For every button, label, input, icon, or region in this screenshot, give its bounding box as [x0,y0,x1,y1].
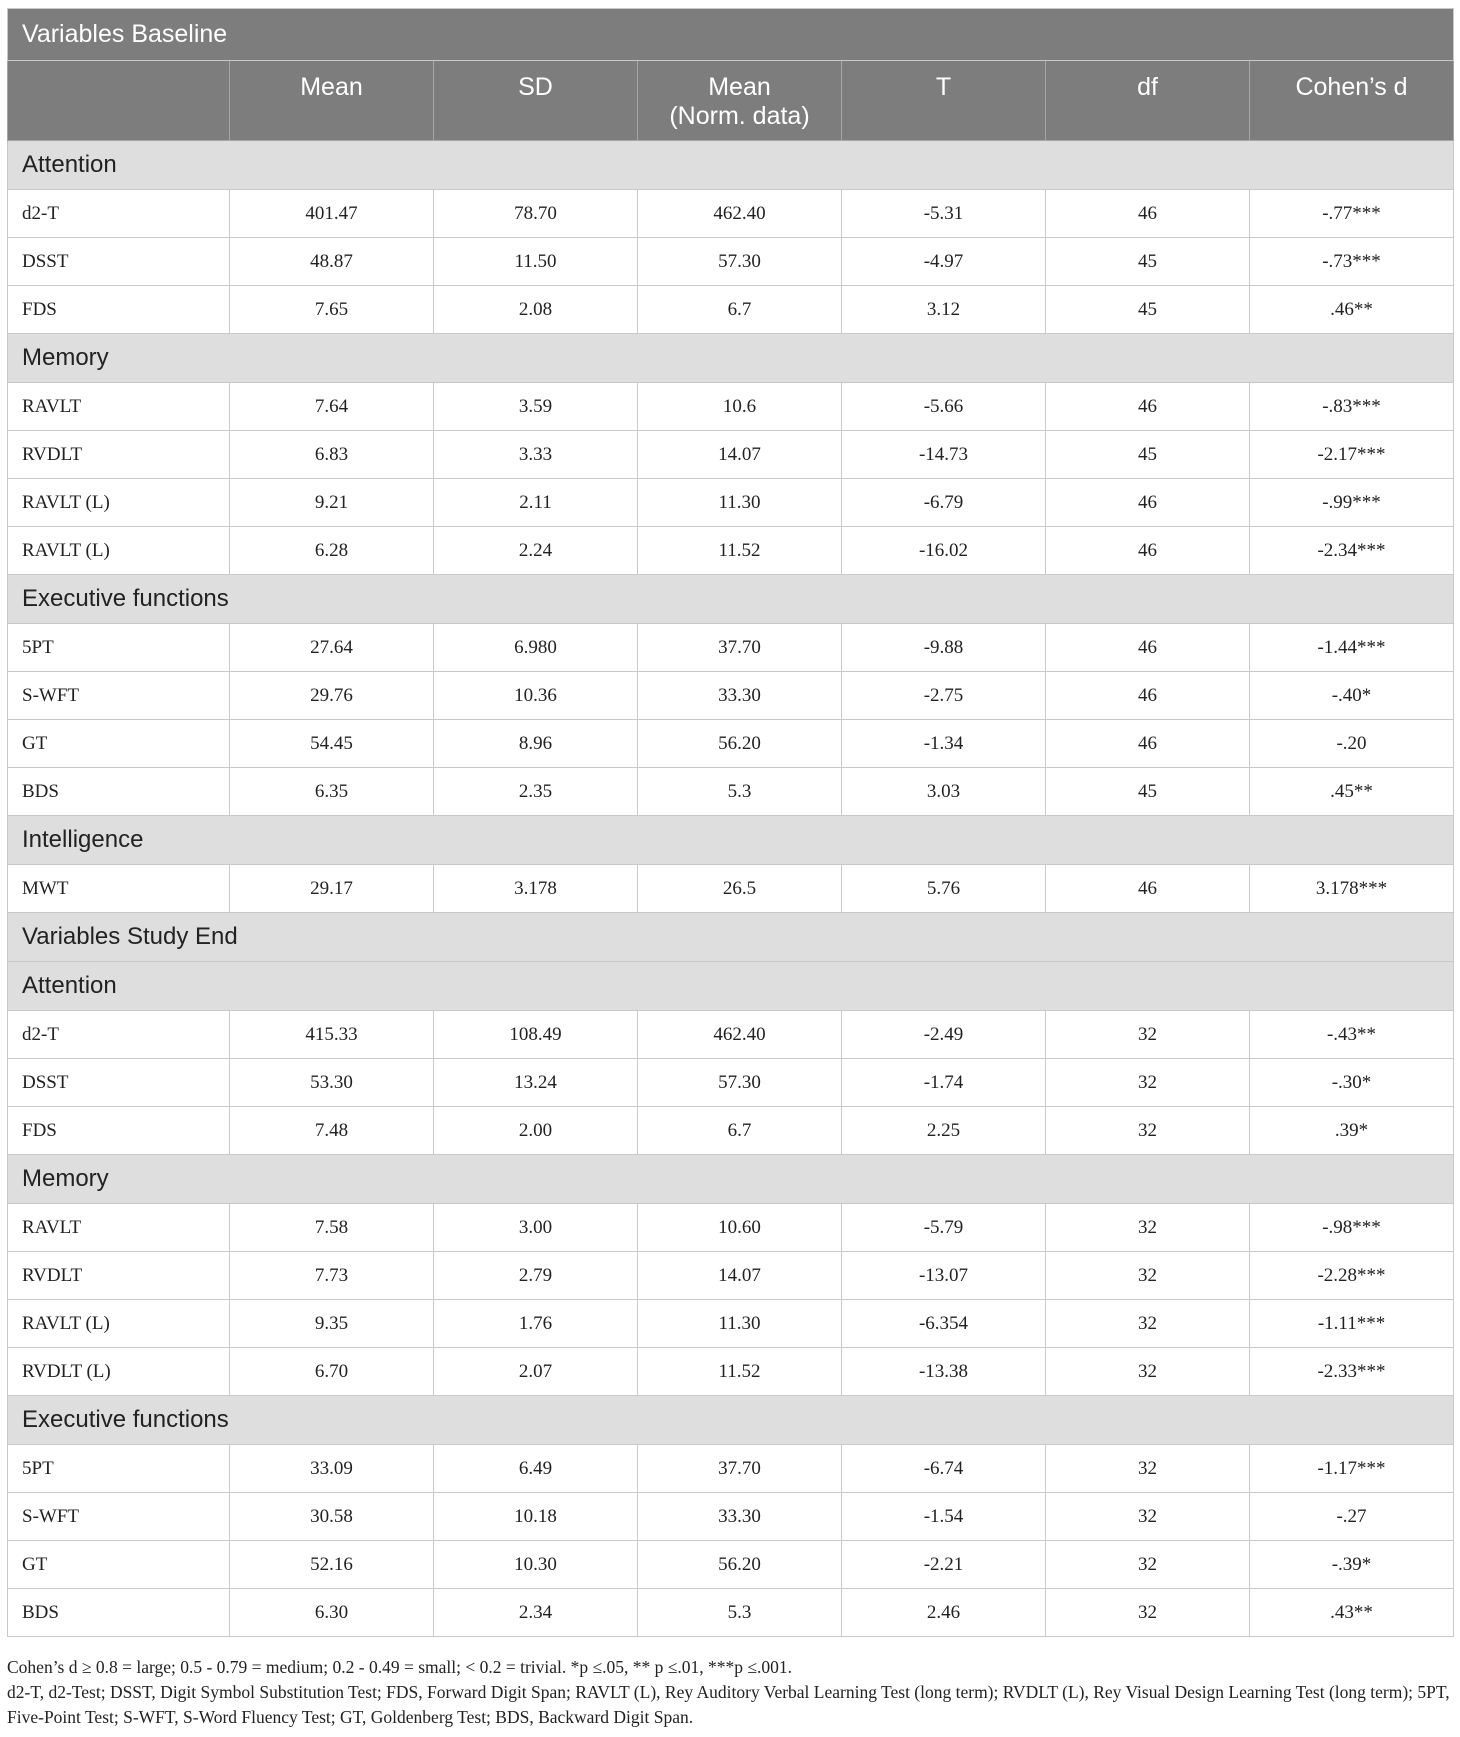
row-label-cell: GT [8,1541,230,1589]
footnote-abbreviations: d2-T, d2-Test; DSST, Digit Symbol Substitution Test; FDS, Forward Digit Span; RAVLT (L), Rey Auditory Verbal Learning Test (long term); RVDLT (L), Rey Visual Design Learning Test (long term); 5PT, Five-Point Test; S-WFT, S-Word Fluency Test; GT, Goldenberg Test; BDS, Backward Digit Span. [7,1682,1450,1727]
table-cell: -13.38 [842,1348,1046,1396]
table-cell: 3.00 [434,1204,638,1252]
table-row [8,527,1454,575]
table-cell: -1.54 [842,1493,1046,1541]
table-body [8,141,1454,1637]
table-cell: -4.97 [842,238,1046,286]
table-cell: 9.35 [230,1300,434,1348]
table-cell: 13.24 [434,1059,638,1107]
table-cell: 10.30 [434,1541,638,1589]
table-cell: -.40* [1250,672,1454,720]
section-label: Memory [8,1155,1454,1204]
table-row [8,190,1454,238]
table-cell: 401.47 [230,190,434,238]
table-cell: -.27 [1250,1493,1454,1541]
section-label: Executive functions [8,1396,1454,1445]
footnote-effect-sizes: Cohen’s d ≥ 0.8 = large; 0.5 - 0.79 = medium; 0.2 - 0.49 = small; < 0.2 = trivial. *p ≤.05, ** p ≤.01, ***p ≤.001. [7,1657,792,1677]
table-cell: 33.30 [638,672,842,720]
table-cell: 32 [1046,1204,1250,1252]
table-cell: 6.49 [434,1445,638,1493]
table-cell: 32 [1046,1011,1250,1059]
table-cell: 2.00 [434,1107,638,1155]
table-cell: 10.18 [434,1493,638,1541]
table-cell: .45** [1250,768,1454,816]
table-cell: -.39* [1250,1541,1454,1589]
table-cell: -.83*** [1250,383,1454,431]
table-cell: -6.74 [842,1445,1046,1493]
table-cell: 53.30 [230,1059,434,1107]
table-cell: 2.07 [434,1348,638,1396]
table-cell: 45 [1046,238,1250,286]
row-label-cell: FDS [8,1107,230,1155]
table-cell: 7.73 [230,1252,434,1300]
table-cell: -5.66 [842,383,1046,431]
table-cell: 46 [1046,190,1250,238]
section-header-row [8,962,1454,1011]
table-cell: 57.30 [638,238,842,286]
table-cell: 32 [1046,1107,1250,1155]
table-row [8,1059,1454,1107]
section-label: Executive functions [8,575,1454,624]
table-cell: 6.28 [230,527,434,575]
table-cell: 2.25 [842,1107,1046,1155]
table-cell: 10.6 [638,383,842,431]
table-cell: 6.35 [230,768,434,816]
table-cell: -2.21 [842,1541,1046,1589]
table-cell: 5.3 [638,768,842,816]
table-cell: 32 [1046,1589,1250,1637]
section-header-row [8,334,1454,383]
row-label-cell: BDS [8,768,230,816]
table-cell: 46 [1046,720,1250,768]
table-cell: 32 [1046,1059,1250,1107]
table-cell: 32 [1046,1541,1250,1589]
table-cell: 5.76 [842,865,1046,913]
table-cell: 11.30 [638,1300,842,1348]
table-cell: 10.36 [434,672,638,720]
row-label-cell: FDS [8,286,230,334]
table-cell: 56.20 [638,1541,842,1589]
table-cell: 78.70 [434,190,638,238]
table-cell: 32 [1046,1252,1250,1300]
section-label: Memory [8,334,1454,383]
section-header-row [8,575,1454,624]
table-cell: 7.48 [230,1107,434,1155]
table-cell: -6.79 [842,479,1046,527]
table-cell: 6.7 [638,1107,842,1155]
table-cell: 11.30 [638,479,842,527]
table-cell: .46** [1250,286,1454,334]
row-label-cell: RVDLT [8,1252,230,1300]
row-label-cell: d2-T [8,190,230,238]
table-cell: -2.75 [842,672,1046,720]
table-cell: 2.46 [842,1589,1046,1637]
column-header: df [1046,61,1250,141]
table-cell: -6.354 [842,1300,1046,1348]
section-label: Variables Study End [8,913,1454,962]
table-cell: 415.33 [230,1011,434,1059]
table-row [8,238,1454,286]
table-cell: 3.178 [434,865,638,913]
section-label: Attention [8,962,1454,1011]
section-label: Attention [8,141,1454,190]
table-cell: -1.34 [842,720,1046,768]
table-cell: 33.30 [638,1493,842,1541]
table-cell: 2.08 [434,286,638,334]
row-label-cell: MWT [8,865,230,913]
table-cell: 6.70 [230,1348,434,1396]
table-cell: 2.34 [434,1589,638,1637]
table-row [8,479,1454,527]
table-cell: 5.3 [638,1589,842,1637]
table-cell: -.20 [1250,720,1454,768]
table-cell: 6.980 [434,624,638,672]
table-row [8,383,1454,431]
table-row [8,431,1454,479]
table-row [8,1204,1454,1252]
table-cell: -1.17*** [1250,1445,1454,1493]
table-cell: 3.178*** [1250,865,1454,913]
table-row [8,1300,1454,1348]
table-cell: 9.21 [230,479,434,527]
table-cell: 46 [1046,624,1250,672]
table-cell: 46 [1046,479,1250,527]
table-row [8,1445,1454,1493]
results-table-container [7,8,1453,1637]
table-cell: -.98*** [1250,1204,1454,1252]
table-cell: 11.52 [638,527,842,575]
table-cell: -1.11*** [1250,1300,1454,1348]
table-cell: -2.28*** [1250,1252,1454,1300]
section-header-row [8,816,1454,865]
table-cell: 6.30 [230,1589,434,1637]
table-title: Variables Baseline [8,9,1454,61]
table-cell: 2.24 [434,527,638,575]
row-label-cell: RAVLT (L) [8,479,230,527]
column-header [8,61,230,141]
table-cell: -1.44*** [1250,624,1454,672]
table-cell: 10.60 [638,1204,842,1252]
table-cell: -9.88 [842,624,1046,672]
table-cell: 3.03 [842,768,1046,816]
table-cell: 11.50 [434,238,638,286]
table-cell: 3.59 [434,383,638,431]
table-cell: 14.07 [638,431,842,479]
table-cell: 462.40 [638,1011,842,1059]
section-header-row [8,913,1454,962]
table-cell: 33.09 [230,1445,434,1493]
table-cell: 26.5 [638,865,842,913]
table-row [8,1107,1454,1155]
section-header-row [8,1396,1454,1445]
row-label-cell: DSST [8,238,230,286]
table-cell: 46 [1046,527,1250,575]
table-cell: 14.07 [638,1252,842,1300]
table-cell: 54.45 [230,720,434,768]
table-row [8,768,1454,816]
row-label-cell: GT [8,720,230,768]
table-row [8,1011,1454,1059]
table-cell: 45 [1046,286,1250,334]
table-cell: 45 [1046,768,1250,816]
table-row [8,1252,1454,1300]
table-row [8,672,1454,720]
table-row [8,1589,1454,1637]
table-cell: 2.79 [434,1252,638,1300]
table-cell: 32 [1046,1300,1250,1348]
table-row [8,1348,1454,1396]
table-cell: 45 [1046,431,1250,479]
table-cell: 8.96 [434,720,638,768]
table-cell: .43** [1250,1589,1454,1637]
table-cell: 32 [1046,1348,1250,1396]
column-header: Mean [230,61,434,141]
section-header-row [8,1155,1454,1204]
column-header: Mean (Norm. data) [638,61,842,141]
table-cell: 7.58 [230,1204,434,1252]
table-cell: -.99*** [1250,479,1454,527]
table-cell: -5.31 [842,190,1046,238]
table-cell: 6.83 [230,431,434,479]
table-cell: -.43** [1250,1011,1454,1059]
row-label-cell: d2-T [8,1011,230,1059]
table-cell: 32 [1046,1493,1250,1541]
table-cell: -16.02 [842,527,1046,575]
table-cell: 3.33 [434,431,638,479]
column-header-row [8,61,1454,141]
row-label-cell: 5PT [8,624,230,672]
table-cell: 1.76 [434,1300,638,1348]
row-label-cell: RVDLT (L) [8,1348,230,1396]
table-cell: -2.33*** [1250,1348,1454,1396]
table-cell: -1.74 [842,1059,1046,1107]
row-label-cell: RAVLT [8,1204,230,1252]
table-row [8,1541,1454,1589]
table-cell: -2.34*** [1250,527,1454,575]
table-cell: 29.17 [230,865,434,913]
table-cell: 48.87 [230,238,434,286]
table-cell: 57.30 [638,1059,842,1107]
table-cell: 46 [1046,672,1250,720]
table-row [8,720,1454,768]
table-cell: 3.12 [842,286,1046,334]
table-cell: 30.58 [230,1493,434,1541]
table-row [8,624,1454,672]
table-cell: 7.65 [230,286,434,334]
table-cell: -2.17*** [1250,431,1454,479]
table-cell: 27.64 [230,624,434,672]
row-label-cell: RVDLT [8,431,230,479]
table-row [8,1493,1454,1541]
table-cell: .39* [1250,1107,1454,1155]
table-cell: 46 [1046,383,1250,431]
table-cell: 32 [1046,1445,1250,1493]
column-header: T [842,61,1046,141]
table-footnotes [7,1655,1453,1730]
table-cell: 29.76 [230,672,434,720]
row-label-cell: RAVLT [8,383,230,431]
row-label-cell: RAVLT (L) [8,1300,230,1348]
results-table [7,8,1454,1637]
row-label-cell: S-WFT [8,1493,230,1541]
column-header: SD [434,61,638,141]
table-cell: 37.70 [638,624,842,672]
table-cell: -13.07 [842,1252,1046,1300]
section-header-row [8,141,1454,190]
table-cell: -.77*** [1250,190,1454,238]
table-cell: 2.11 [434,479,638,527]
table-cell: 56.20 [638,720,842,768]
section-label: Intelligence [8,816,1454,865]
table-cell: -.30* [1250,1059,1454,1107]
row-label-cell: RAVLT (L) [8,527,230,575]
row-label-cell: BDS [8,1589,230,1637]
table-cell: 462.40 [638,190,842,238]
table-cell: 108.49 [434,1011,638,1059]
table-cell: 6.7 [638,286,842,334]
table-cell: 46 [1046,865,1250,913]
table-cell: -14.73 [842,431,1046,479]
table-cell: 7.64 [230,383,434,431]
table-title-row [8,9,1454,61]
table-row [8,286,1454,334]
table-row [8,865,1454,913]
table-cell: 2.35 [434,768,638,816]
row-label-cell: DSST [8,1059,230,1107]
table-cell: -5.79 [842,1204,1046,1252]
column-header: Cohen’s d [1250,61,1454,141]
row-label-cell: S-WFT [8,672,230,720]
table-cell: 11.52 [638,1348,842,1396]
row-label-cell: 5PT [8,1445,230,1493]
table-cell: -2.49 [842,1011,1046,1059]
table-cell: 37.70 [638,1445,842,1493]
table-cell: -.73*** [1250,238,1454,286]
table-cell: 52.16 [230,1541,434,1589]
